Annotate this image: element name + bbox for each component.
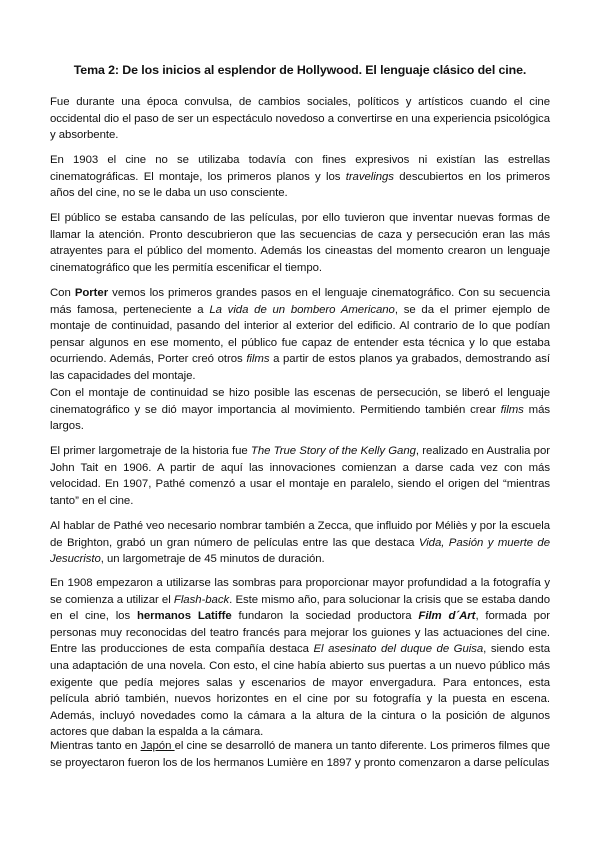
text-run: El público se estaba cansando de las películas, por ello tuvieron que inventar nuevas formas de llamar la atención. Pronto descubrieron que las secuencias de caza y persecución eran las más atrayentes para el público del momento. Además los cineastas del momento crearon un lenguaje cinematográfico que les permitía escenificar el tiempo.: [50, 212, 550, 274]
text-run: Flash-back: [173, 593, 230, 606]
text-run: más largos.: [50, 403, 551, 433]
text-run: La vida de un bombero Americano: [209, 303, 395, 316]
text-run: a partir de estos planos ya grabados, demostrando así las capacidades del montaje.: [50, 353, 551, 382]
text-run: En 1903 el cine no se utilizaba todavía con fines expresivos ni existían las estrellas cinematográficas. El montaje, los primeros planos y los: [50, 154, 550, 183]
paragraph-first-feature: [50, 443, 550, 509]
text-run: el cine se desarrolló de manera un tanto diferente. Los primeros filmes que se proyectaron fueron los de los hermanos Lumière en 1897 y pronto comenzaron a darse películas: [50, 740, 550, 769]
text-run: , formada por personas muy reconocidas del teatro francés para mejorar los guiones y las actuaciones del cine. Entre las producciones de esta compañía destaca: [50, 610, 550, 656]
text-run: El asesinato del duque de Guisa: [313, 643, 484, 656]
text-run: Al hablar de Pathé veo necesario nombrar también a Zecca, que influido por Méliès y por la escuela de Brighton, grabó un gran número de películas entre las que destaca: [50, 520, 550, 549]
text-run: Mientras tanto en: [50, 740, 141, 752]
paragraph-porter: [50, 285, 550, 385]
text-run: The True Story of the Kelly Gang: [250, 445, 416, 457]
text-run: Vida, Pasión y muerte de Jesucristo: [50, 536, 550, 566]
text-run: hermanos Latiffe: [136, 610, 232, 623]
paragraph-occidental-cinema: [50, 94, 550, 144]
text-run: Fue durante una época convulsa, de cambios sociales, políticos y artísticos cuando el cine occidental dio el paso de ser un espectáculo novedoso a convertirse en una experiencia psicológica y absorbente.: [50, 96, 550, 142]
paragraph-japan: [50, 738, 550, 771]
text-run: , realizado en Australia por John Tait en 1906. A partir de aquí las innovaciones comienzan a darse cada vez con más velocidad. En 1907, Pathé comenzó a usar el montaje en paralelo, siendo el origen del “mientras tanto” en el cine.: [50, 445, 550, 507]
text-run: El primer largometraje de la historia fue: [50, 445, 251, 457]
text-run: En 1908 empezaron a utilizarse las sombras para proporcionar mayor profundidad a la fotografía y se comienza a utilizar el: [50, 577, 550, 606]
paragraph-audience: [50, 210, 550, 276]
text-run: Japón: [140, 740, 175, 752]
text-run: Con el montaje de continuidad se hizo posible las escenas de persecución, se liberó el lenguaje cinematográfico y se dió mayor importancia al movimiento. Permitiendo también crear: [50, 387, 550, 416]
text-run: descubiertos en los primeros años del cine, no se le daba un uso consciente.: [50, 170, 550, 200]
text-run: films: [500, 403, 524, 416]
text-run: , se da el primer ejemplo de montaje de continuidad, pasando del interior al exterior del edificio. Al contrario de lo que podían pensar algunos en ese momento, el público fue capaz de entender esta técnica y lo que estaba ocurriendo. Además, Porter creó otros: [50, 303, 550, 366]
text-run: fundaron la sociedad productora: [231, 610, 419, 623]
text-run: , un largometraje de 45 minutos de duración.: [100, 553, 325, 566]
text-run: . Este mismo año, para solucionar la crisis que se estaba dando en el cine, los: [50, 593, 550, 623]
paragraph-1908: [50, 575, 550, 741]
text-run: vemos los primeros grandes pasos en el lenguaje cinematográfico. Con su secuencia más famosa, perteneciente a: [50, 287, 550, 316]
paragraph-zecca: [50, 518, 550, 568]
document-title: Tema 2: De los inicios al esplendor de Hollywood. El lenguaje clásico del cine.: [73, 63, 527, 77]
text-run: , siendo esta una adaptación de una novela. Con esto, el cine había abierto sus puertas a un nuevo público más exigente que pedía mejores salas y escenarios de mayor envergadura. Para entonces, esta película abrió también, nuevos horizontes en el cine por su fotografía y la puesta en escena. Además, incluyó novedades como la cámara a la altura de la cintura o la posición de algunos actores que daban la espalda a la cámara.: [50, 643, 550, 739]
text-run: Porter: [74, 287, 109, 299]
paragraph-1903: [50, 152, 550, 202]
text-run: Film d´Art: [418, 610, 476, 623]
text-run: films: [246, 353, 270, 366]
text-run: Con: [50, 287, 75, 299]
text-run: travelings: [345, 170, 394, 183]
paragraph-continuity-editing: [50, 385, 550, 435]
